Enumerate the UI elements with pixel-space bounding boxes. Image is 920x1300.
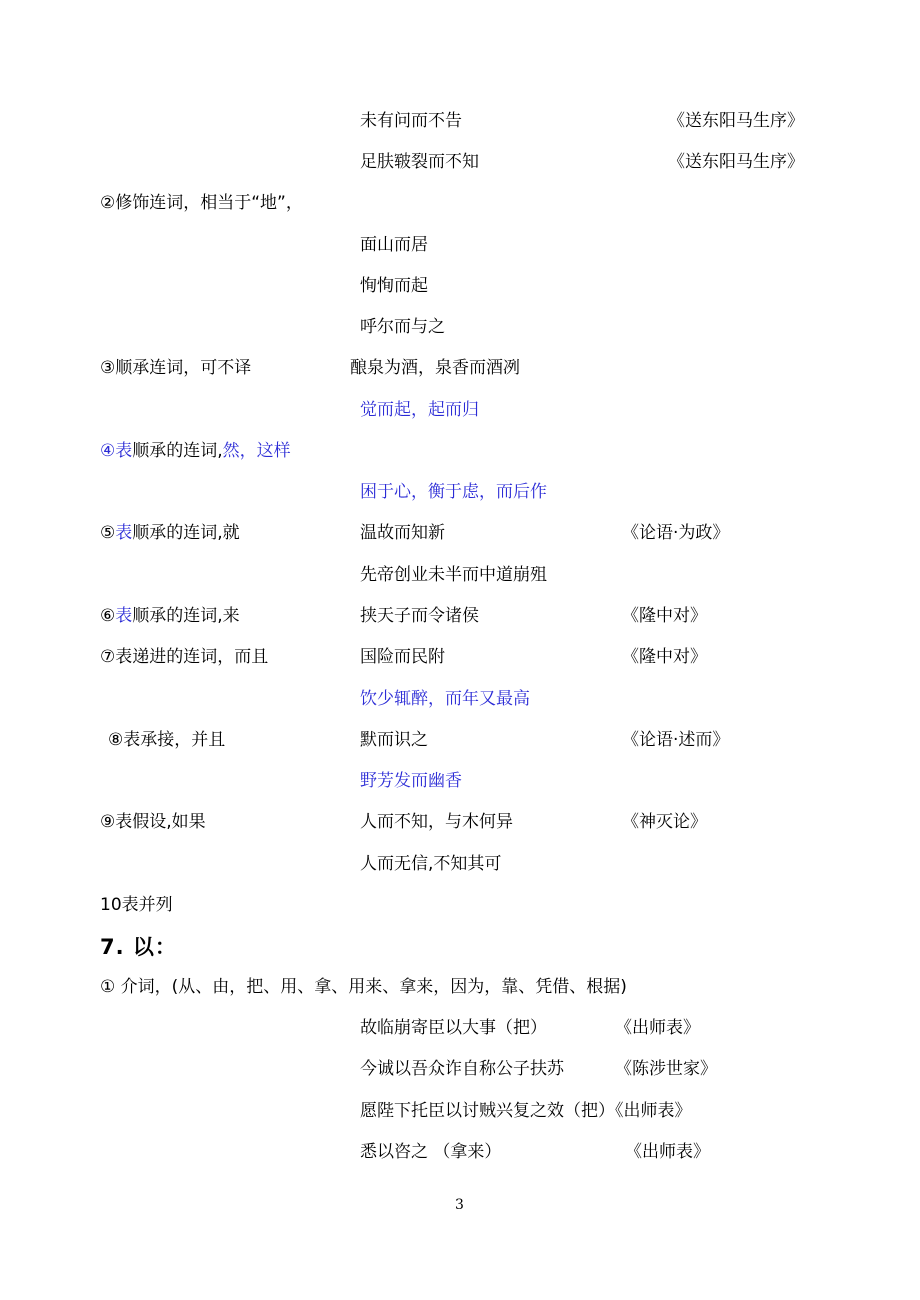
example-line: 足肤皲裂而不知 <box>360 152 479 172</box>
example-line: 今诚以吾众诈自称公子扶苏 <box>360 1059 564 1079</box>
example-line: 未有问而不告 <box>360 111 462 131</box>
usage-heading: ⑦表递进的连词，而且 <box>100 647 269 667</box>
source-citation: 《出师表》 <box>625 1142 710 1162</box>
usage-text: 顺承的连词, <box>132 441 223 461</box>
usage-number: ⑥ <box>100 606 116 626</box>
usage-heading <box>100 522 240 544</box>
source-citation: 《神灭论》 <box>622 812 707 832</box>
usage-heading: ③顺承连词，可不译 <box>100 358 252 378</box>
example-line: 面山而居 <box>360 235 428 255</box>
usage-marker: 表 <box>115 523 133 543</box>
source-citation: 《论语·述而》 <box>622 730 730 750</box>
source-citation: 《论语·为政》 <box>622 523 730 543</box>
source-citation: 《送东阳马生序》 <box>668 111 804 131</box>
example-line-highlighted: 野芳发而幽香 <box>360 771 462 791</box>
usage-text: 顺承的连词,就 <box>132 523 240 543</box>
source-citation: 《送东阳马生序》 <box>668 152 804 172</box>
example-line: 默而识之 <box>360 730 428 750</box>
example-line: 人而无信,不知其可 <box>360 854 502 874</box>
example-line: 悉以咨之 （拿来） <box>360 1142 502 1162</box>
usage-heading: ① 介词，(从、由，把、用、拿、用来、拿来，因为，靠、凭借、根据) <box>100 977 627 997</box>
source-citation: 《隆中对》 <box>622 606 707 626</box>
section-heading: 7. 以： <box>100 935 177 959</box>
page-number: 3 <box>455 1197 464 1213</box>
example-line-highlighted: 觉而起，起而归 <box>360 400 479 420</box>
usage-heading: ②修饰连词，相当于“地”， <box>100 193 303 213</box>
usage-number: ⑤ <box>100 523 116 543</box>
source-citation: 《陈涉世家》 <box>615 1059 717 1079</box>
example-line: 恂恂而起 <box>360 276 428 296</box>
usage-heading: 10表并列 <box>100 895 173 915</box>
source-citation: 《隆中对》 <box>622 647 707 667</box>
usage-marker: 表 <box>115 606 133 626</box>
source-citation: 《出师表》 <box>615 1018 700 1038</box>
example-line: 愿陛下托臣以讨贼兴复之效（把）《出师表》 <box>360 1101 692 1121</box>
usage-heading <box>100 605 240 627</box>
example-line: 先帝创业未半而中道崩殂 <box>360 565 547 585</box>
usage-number: ④表 <box>100 441 133 461</box>
example-line: 温故而知新 <box>360 523 445 543</box>
example-line-highlighted: 饮少辄醉，而年又最高 <box>360 689 530 709</box>
example-line: 故临崩寄臣以大事（把） <box>360 1018 547 1038</box>
usage-gloss: 然，这样 <box>222 441 291 461</box>
usage-heading: ⑨表假设,如果 <box>100 812 206 832</box>
example-line-highlighted: 困于心，衡于虑，而后作 <box>360 482 547 502</box>
usage-heading: ⑧表承接，并且 <box>108 730 226 750</box>
example-line: 挟天子而令诸侯 <box>360 606 479 626</box>
example-line: 国险而民附 <box>360 647 445 667</box>
example-line: 人而不知，与木何异 <box>360 812 513 832</box>
usage-text: 顺承的连词,来 <box>132 606 240 626</box>
usage-heading <box>100 440 291 462</box>
example-line: 酿泉为酒，泉香而酒冽 <box>350 358 520 378</box>
example-line: 呼尔而与之 <box>360 317 445 337</box>
